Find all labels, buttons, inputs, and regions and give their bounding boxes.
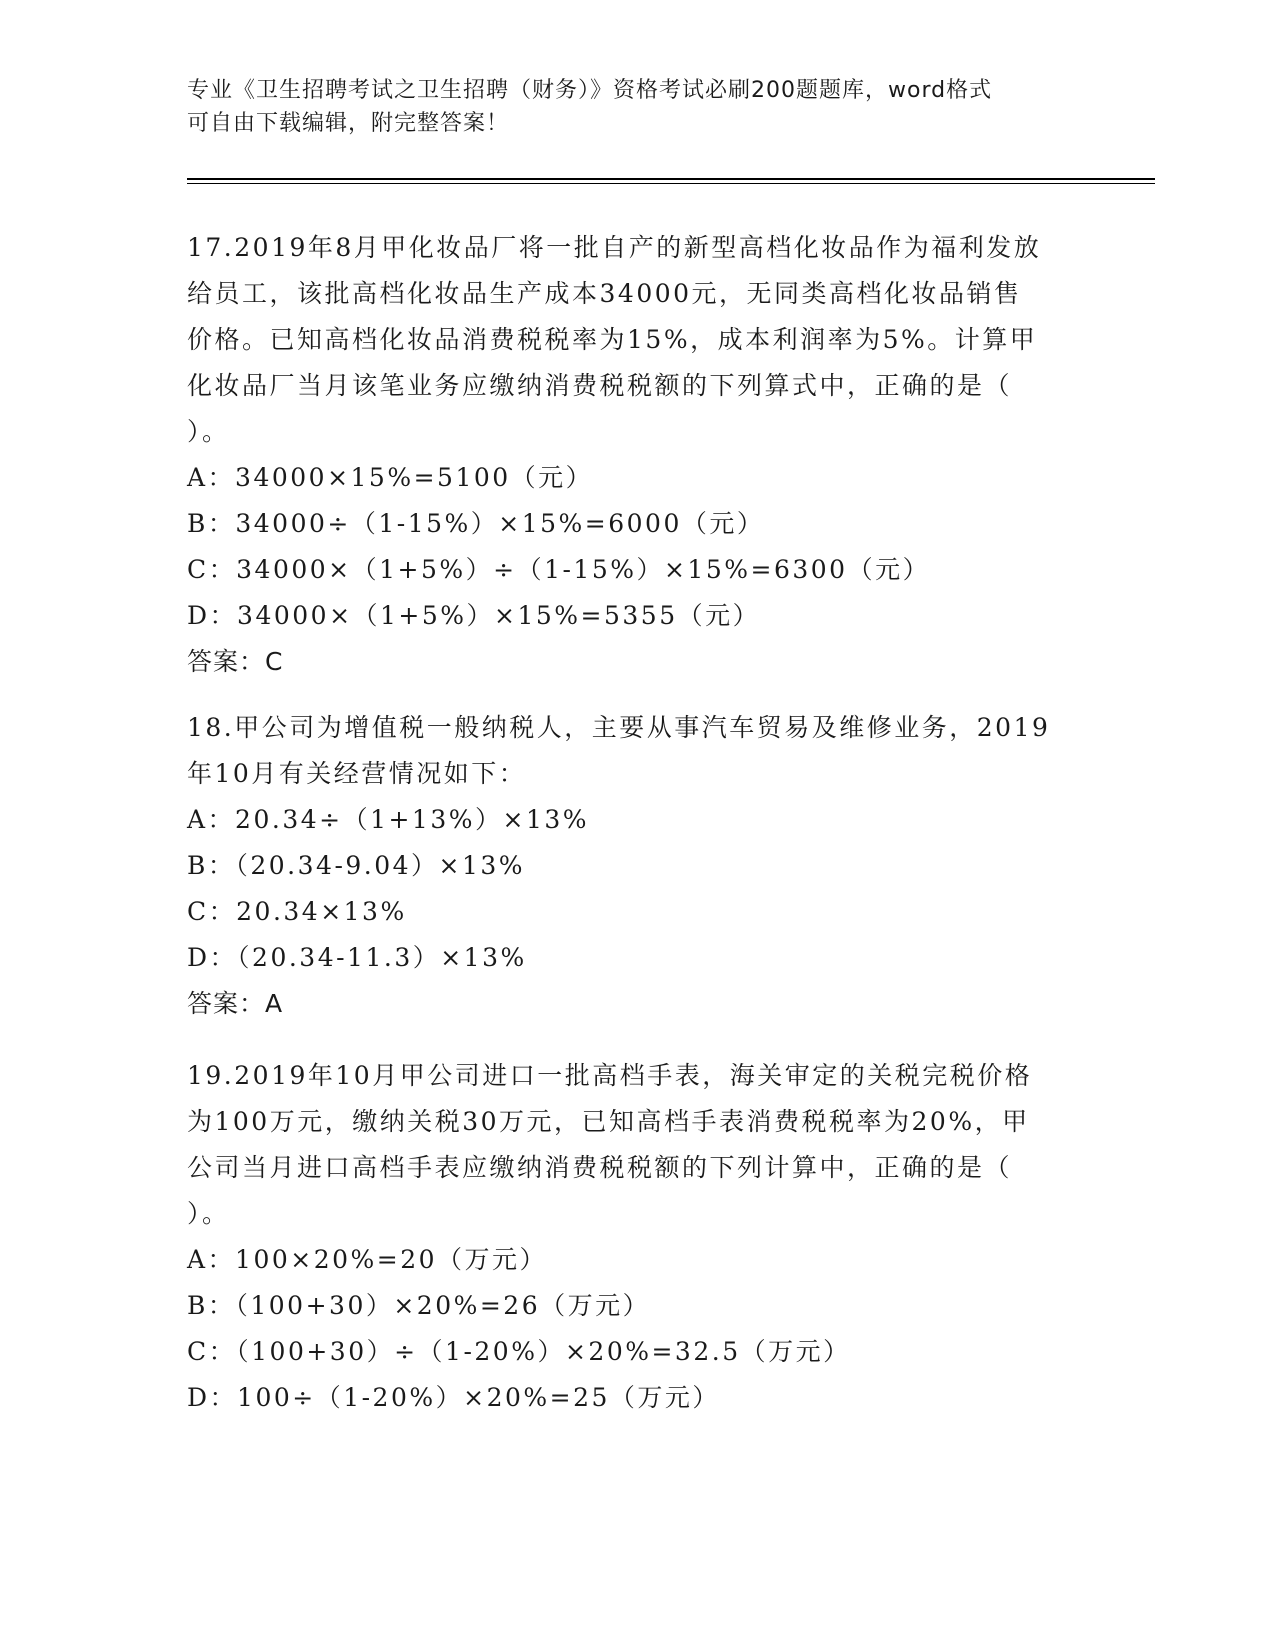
answer-label: 答案：A (187, 989, 284, 1018)
question-18 (187, 705, 1087, 1027)
stem-line: 化妆品厂当月该笔业务应缴纳消费税税额的下列算式中，正确的是（ (187, 371, 1013, 400)
stem-line: 价格。已知高档化妆品消费税税率为15%，成本利润率为5%。计算甲 (187, 325, 1038, 354)
stem-line: 17.2019年8月甲化妆品厂将一批自产的新型高档化妆品作为福利发放 (187, 233, 1042, 262)
option-c: C：（100+30）÷（1-20%）×20%=32.5（万元） (187, 1337, 851, 1366)
header-divider-thin (187, 183, 1155, 184)
stem-line: 18.甲公司为增值税一般纳税人，主要从事汽车贸易及维修业务，2019 (187, 713, 1051, 742)
question-stem (187, 225, 1087, 455)
stem-line: ）。 (187, 1199, 230, 1228)
option-b: B：34000÷（1-15%）×15%=6000（元） (187, 509, 765, 538)
question-stem (187, 705, 1087, 797)
option-d: D：100÷（1-20%）×20%=25（万元） (187, 1383, 720, 1412)
option-b: B：（20.34-9.04）×13% (187, 851, 526, 880)
option-a: A：34000×15%=5100（元） (187, 463, 594, 492)
question-19 (187, 1053, 1087, 1421)
question-stem (187, 1053, 1087, 1237)
option-d: D：（20.34-11.3）×13% (187, 943, 527, 972)
question-17 (187, 225, 1087, 685)
stem-line: 给员工，该批高档化妆品生产成本34000元，无同类高档化妆品销售 (187, 279, 1022, 308)
option-c: C：34000×（1+5%）÷（1-15%）×15%=6300（元） (187, 555, 931, 584)
stem-line: 为100万元，缴纳关税30万元，已知高档手表消费税税率为20%，甲 (187, 1107, 1030, 1136)
header-line-2: 可自由下载编辑，附完整答案！ (187, 111, 510, 136)
option-c: C：20.34×13% (187, 897, 407, 926)
stem-line: 公司当月进口高档手表应缴纳消费税税额的下列计算中，正确的是（ (187, 1153, 1013, 1182)
option-a: A：20.34÷（1+13%）×13% (187, 805, 590, 834)
stem-line: 年10月有关经营情况如下： (187, 759, 527, 788)
stem-line: ）。 (187, 417, 230, 446)
header-line-1: 专业《卫生招聘考试之卫生招聘（财务）》资格考试必刷200题题库，word格式 (187, 78, 993, 103)
option-b: B：（100+30）×20%=26（万元） (187, 1291, 651, 1320)
document-header (187, 74, 1087, 140)
stem-line: 19.2019年10月甲公司进口一批高档手表，海关审定的关税完税价格 (187, 1061, 1033, 1090)
option-d: D：34000×（1+5%）×15%=5355（元） (187, 601, 761, 630)
option-a: A：100×20%=20（万元） (187, 1245, 548, 1274)
answer-label: 答案：C (187, 647, 284, 676)
header-divider-thick (187, 178, 1155, 180)
